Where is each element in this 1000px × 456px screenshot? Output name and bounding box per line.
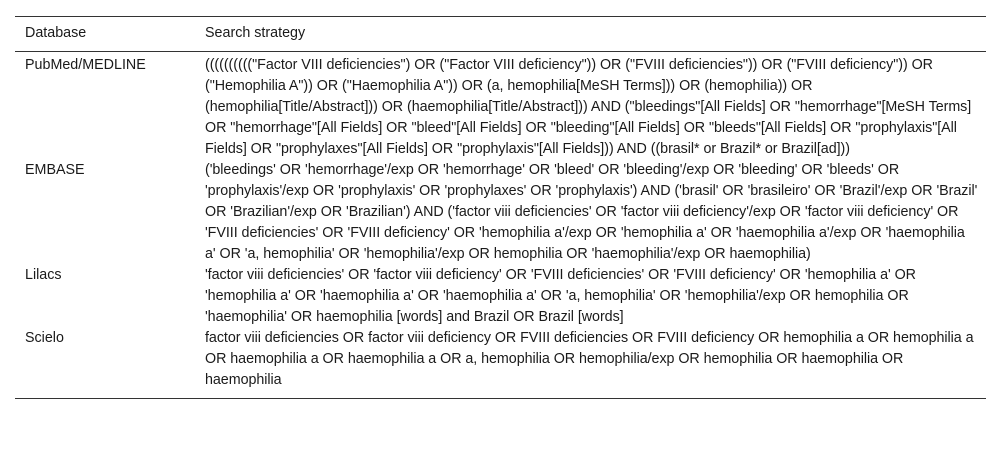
table-row	[15, 52, 986, 161]
column-header-search-strategy: Search strategy	[205, 25, 306, 41]
database-cell: Lilacs	[25, 267, 62, 283]
table-row	[15, 328, 986, 399]
column-header-database: Database	[25, 25, 87, 41]
table-header-row	[15, 17, 986, 52]
search-strategy-cell: 'factor viii deficiencies' OR 'factor viii deficiency' OR 'FVIII deficiencies' OR 'FVIII deficiency' OR 'hemophilia a' OR 'hemophilia a' OR 'haemophilia a' OR 'haemophilia a' OR 'a, hemophilia' OR 'hemophilia'/exp OR hemophilia OR 'haemophilia' OR haemophilia [words] and Brazil OR Brazil [words]	[205, 267, 916, 325]
search-strategy-cell: factor viii deficiencies OR factor viii deficiency OR FVIII deficiencies OR FVIII deficiency OR hemophilia a OR hemophilia a OR haemophilia a OR haemophilia a OR a, hemophilia OR hemophilia/exp OR hemophilia OR haemophilia OR haemophilia	[205, 330, 974, 388]
database-cell: Scielo	[25, 330, 64, 346]
database-cell: PubMed/MEDLINE	[25, 57, 146, 73]
search-strategy-cell: (((((((((("Factor VIII deficiencies") OR ("Factor VIII deficiency")) OR ("FVIII deficiencies")) OR ("FVIII deficiency")) OR ("Hemophilia A")) OR ("Haemophilia A")) OR (a, hemophilia[MeSH Terms])) OR (hemophilia)) OR (hemophilia[Title/Abstract])) OR (haemophilia[Title/Abstract])) AND ("bleedings"[All Fields] OR "hemorrhage"[MeSH Terms] OR "hemorrhage"[All Fields] OR "bleed"[All Fields] OR "bleeding"[All Fields] OR "bleeds"[All Fields] OR "prophylaxis"[All Fields] OR "prophylaxes"[All Fields] OR "prophylaxis"[All Fields])) AND ((brasil* or Brazil* or Brazil[ad]))	[205, 57, 972, 157]
table-row	[15, 265, 986, 328]
search-strategy-table	[15, 16, 986, 399]
search-strategy-table-container	[15, 16, 986, 399]
search-strategy-cell: ('bleedings' OR 'hemorrhage'/exp OR 'hemorrhage' OR 'bleed' OR 'bleeding'/exp OR 'bleeding' OR 'bleeds' OR 'prophylaxis'/exp OR 'prophylaxis' OR 'prophylaxes' OR 'prophylaxis') AND ('brasil' OR 'brasileiro' OR 'Brazil'/exp OR 'Brazil' OR 'Brazilian'/exp OR 'Brazilian') AND ('factor viii deficiencies' OR 'factor viii deficiency'/exp OR 'factor viii deficiency' OR 'FVIII deficiencies' OR 'FVIII deficiency' OR 'hemophilia a'/exp OR 'hemophilia a' OR 'haemophilia a'/exp OR 'haemophilia a' OR 'a, hemophilia' OR 'hemophilia'/exp OR hemophilia OR 'haemophilia'/exp OR haemophilia)	[205, 162, 978, 262]
database-cell: EMBASE	[25, 162, 85, 178]
table-row	[15, 160, 986, 265]
